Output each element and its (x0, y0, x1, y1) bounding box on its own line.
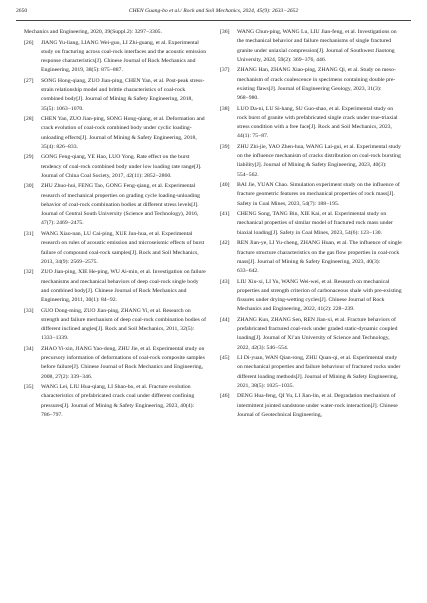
reference-item (24, 230, 207, 267)
reference-number: [33] (24, 307, 34, 314)
reference-item (220, 181, 403, 209)
reference-text: LUO Da-ni, LU Si-hang, SU Guo-shao, et al. Experimental study on rock burst of granite with prefabricated single crack under true-triaxial stress condition with a free face[J]. Rock and Soil Mechanics, 2023, 44(1): 75−87. (237, 105, 398, 140)
reference-item (24, 39, 207, 76)
page-number: 2650 (16, 8, 28, 14)
reference-text: Mechanics and Engineering, 2020, 39(Suppl.2): 3297−3305. (24, 29, 162, 35)
reference-item (24, 115, 207, 152)
reference-list-right (220, 28, 403, 420)
reference-text: BAI Jie, YUAN Chao. Simulation experiment study on the influence of fracture geometric features on mechanical properties of rock mass[J]. Safety in Coal Mines, 2023, 54(7): 188−195. (237, 182, 400, 207)
reference-text: SONG Hong-qiang, ZUO Jian-ping, CHEN Yan, et al. Post-peak stress-strain relationship model and brittle characteristics of coal-rock combined body[J]. Journal of Mining & Safety Engineering, 2018, 35(5): 1063−1070. (41, 77, 205, 112)
reference-number: [32] (24, 269, 34, 276)
reference-item (220, 28, 403, 65)
reference-list-left (24, 39, 207, 421)
reference-number: [28] (24, 116, 34, 123)
reference-text: ZHANG Kun, ZHANG Sen, REN Jian-xi, et al. Fracture behaviors of prefabricated fractured coal-rock under graded static-dynamic coupled loading[J]. Journal of Xi’an University of Science and Technology, 2022, 42(3): 546−554. (237, 316, 398, 351)
reference-text: WANG Lei, LIU Hua-qiang, LI Shao-bo, et al. Fracture evolution characteristics of prefabricated crack coal under different confining pressures[J]. Journal of Mining & Safety Engineering, 2023, 40(4): 786−797. (41, 384, 195, 418)
reference-text: CHEN Yan, ZUO Jian-ping, SONG Hong-qiang, et al. Deformation and crack evolution of coal-rock combined body under cyclic loading-unloading effects[J]. Journal of Mining & Safety Engineering, 2018, 35(4): 826−833. (41, 116, 205, 150)
reference-item (24, 383, 207, 420)
reference-number: [43] (220, 278, 230, 285)
reference-text: WANG Chun-ping, WANG Lu, LIU Jian-feng, et al. Investigations on the mechanical behavior and failure mechanisms of single fractured granite under uniaxial compression[J]. Journal of Southwest Jiaotong University, 2024, 59(2): 369−376, 446. (237, 29, 397, 63)
reference-item (220, 354, 403, 391)
reference-number: [45] (220, 355, 230, 362)
reference-item (24, 153, 207, 181)
reference-number: [29] (24, 154, 34, 161)
reference-item (24, 77, 207, 114)
reference-text: LIU Xiu-xi, LI Yu, WANG Wei-wei, et al. Research on mechanical properties and strength criterion of carbonaceous shale with pre-existing fissures under drying-wetting cycles[J]. Chinese Journal of Rock Mechanics and Engineering, 2022, 41(2): 228−239. (237, 278, 402, 313)
reference-text: ZHAO Yi-xin, JIANG Yao-dong, ZHU Jie, et al. Experimental study on precursory information of deformations of coal-rock composite samples before failure[J]. Chinese Journal of Rock Mechanics and Engineering, 2008, 27(2): 339−346. (41, 345, 205, 380)
reference-item (220, 210, 403, 238)
reference-continuation (24, 28, 207, 37)
reference-text: CHENG Song, TANG Bin, XIE Kai, et al. Experimental study on mechanical properties of similar model of fractured rock mass under biaxial loading[J]. Safety in Coal Mines, 2023, 54(6): 123−130. (237, 211, 393, 236)
running-title: CHEN Guang-bo et al./ Rock and Soil Mechanics, 2024, 45(9): 2633−2652 (128, 8, 299, 14)
reference-text: ZHANG Han, ZHANG Xiao-ping, ZHANG Qi, et al. Study on meso-mechanism of crack coalescence in specimens containing double pre-existing flaws[J]. Journal of Engineering Geology, 2023, 31(3): 968−980. (237, 67, 396, 102)
reference-text: GONG Feng-qiang, YE Hao, LUO Yong. Rate effect on the burst tendency of coal-rock combined body under low loading rate range[J]. Journal of China Coal Society, 2017, 42(11): 2852−2860. (41, 154, 202, 179)
reference-item (24, 182, 207, 228)
reference-item (220, 316, 403, 353)
reference-text: JIANG Yu-liang, LIANG Wei-guo, LI Zhi-guang, et al. Experimental study on fracturing across coal-rock interfaces and the acoustic emission response characteristics[J]. Chinese Journal of Rock Mechanics and Engineering, 2019, 38(5): 875−887. (41, 39, 207, 74)
reference-item (220, 105, 403, 142)
reference-text: GUO Dong-ming, ZUO Jian-ping, ZHANG Yi, et al. Research on strength and failure mechanism of deep coal-rock combination bodies of different inclined angles[J]. Rock and Soil Mechanics, 2011, 32(5): 1333−1339. (41, 307, 207, 342)
reference-item (220, 278, 403, 315)
reference-text: LI Di-yuan, WAN Qian-rong, ZHU Quan-qi, et al. Experimental study on mechanical properties and failure behaviour of fractured rocks under different loading methods[J]. Journal of Mining & Safety Engineering, 2021, 38(5): 1025−1035. (237, 355, 401, 389)
reference-number: [30] (24, 183, 34, 190)
reference-item (24, 307, 207, 344)
reference-item (220, 239, 403, 276)
reference-number: [46] (220, 393, 230, 400)
reference-text: REN Jian-ye, LI Yu-cheng, ZHANG Huan, et al. The influence of single fracture structure characteristics on the gas flow properties in coal-rock mass[J]. Journal of Mining & Safety Engineering, 2023, 40(3): 633−642. (237, 240, 402, 275)
reference-text: ZHU Zhuo-hui, FENG Tao, GONG Feng-qiang, et al. Experimental research of mechanical properties on grading cycle loading-unloading behavior of coal-rock combination bodies at different stress levels[J]. Journal of Central South University (Science and Technology), 2016, 47(7): 2469−2475. (41, 183, 201, 227)
reference-number: [37] (220, 67, 230, 74)
reference-number: [44] (220, 316, 230, 323)
reference-item (220, 392, 403, 420)
reference-number: [31] (24, 231, 34, 238)
reference-text: ZHU Zhi-jie, YAO Zhen-hua, WANG Lai-gui, et al. Experimental study on the influence mechanism of cracks distribution on coal-rock bursting liability[J]. Journal of Mining & Safety Engineering, 2023, 40(3): 554−562. (237, 143, 401, 178)
reference-number: [41] (220, 211, 230, 218)
reference-text: WANG Xiao-nan, LU Cai-ping, XUE Jun-hua, et al. Experimental research on rules of acoustic emission and microseismic effects of burst failure of compound coal-rock samples[J]. Rock and Soil Mechanics, 2013, 34(9): 2569−2575. (41, 231, 205, 265)
reference-item (220, 143, 403, 180)
page-header (16, 5, 411, 17)
reference-number: [34] (24, 345, 34, 352)
reference-item (24, 345, 207, 382)
reference-number: [35] (24, 384, 34, 391)
reference-number: [42] (220, 240, 230, 247)
reference-item (24, 268, 207, 305)
reference-text: DENG Hua-feng, QI Yu, LI Jian-lin, et al. Degradation mechanism of intermittent jointed sandstone under water-rock interaction[J]. Chinese Journal of Geotechnical Engineering, (237, 393, 398, 418)
reference-text: ZUO Jian-ping, XIE He-ping, WU Ai-min, et al. Investigation on failure mechanisms and mechanical behaviors of deep coal-rock single body and combined body[J]. Chinese Journal of Rock Mechanics and Engineering, 2011, 30(1): 84−92. (41, 269, 206, 304)
reference-number: [39] (220, 143, 230, 150)
reference-number: [38] (220, 105, 230, 112)
reference-column-right (220, 28, 403, 422)
header-rule (16, 20, 411, 21)
reference-number: [26] (24, 39, 34, 46)
reference-number: [40] (220, 182, 230, 189)
reference-number: [27] (24, 77, 34, 84)
reference-item (220, 66, 403, 103)
reference-column-left (24, 28, 207, 422)
reference-number: [36] (220, 29, 230, 35)
